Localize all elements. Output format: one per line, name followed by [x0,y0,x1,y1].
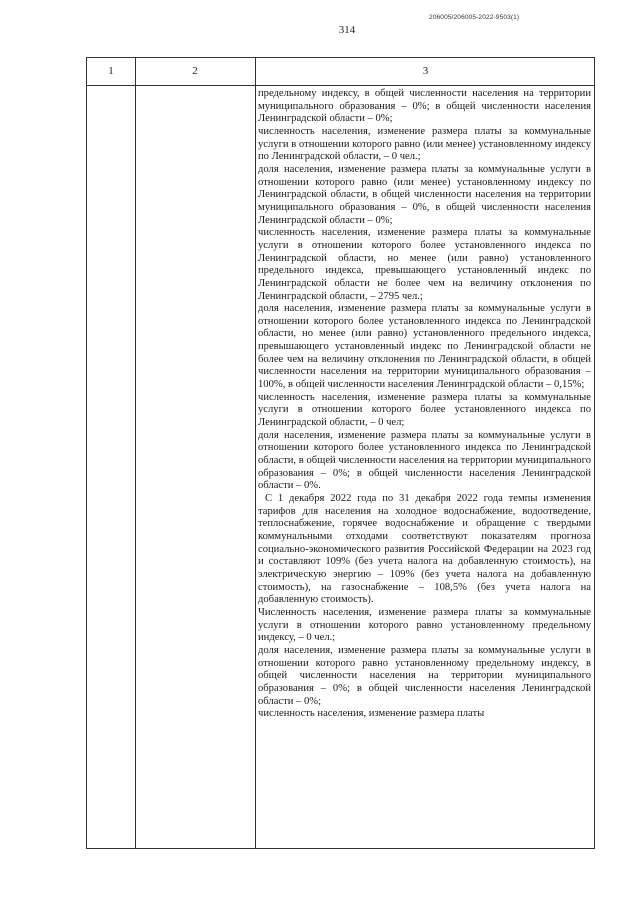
paragraph: предельному индексу, в общей численности населения на территории муниципального образования – 0%; в общей численности населения Ленинградской области – 0%; [258,88,591,125]
column-3-text [258,88,591,848]
column-divider-2 [255,58,256,848]
paragraph: численность населения, изменение размера платы за коммунальные услуги в отношении которого более установленного индекса по Ленинградской области, – 0 чел; [258,391,591,429]
document-id: 206005/206005-2022-9503(1) [429,14,520,21]
column-header-1: 1 [108,65,114,77]
column-header-3: 3 [422,65,429,77]
paragraph: численность населения, изменение размера платы за коммунальные услуги в отношении которого более установленного индекса по Ленинградской области, но менее (или равно) установленного предельного индекса, превышающего установленный индекс по Ленинградской области не более чем на величину отклонения по Ленинградской области, – 2795 чел.; [258,227,591,302]
paragraph: С 1 декабря 2022 года по 31 декабря 2022 года темпы изменения тарифов для населения на холодное водоснабжение, водоотведение, теплоснабжение, горячее водоснабжение и обращение с твердыми коммунальными отходами соответствуют показателям прогноза социально-экономического развития Российской Федерации на 2023 год и составляют 109% (без учета налога на добавленную стоимость), на электрическую энергию – 109% (без учета налога на добавленную стоимость), на газоснабжение – 108,5% (без учета налога на добавленную стоимость). [258,493,591,606]
paragraph: доля населения, изменение размера платы за коммунальные услуги в отношении которого более установленного индекса по Ленинградской области, но менее (или равно) установленного предельного индекса, превышающего установленный индекс по Ленинградской области не более чем на величину отклонения по Ленинградской области, в общей численности населения на территории муниципального образования – 100%, в общей численности населения Ленинградской области – 0,15%; [258,303,591,391]
paragraph: доля населения, изменение размера платы за коммунальные услуги в отношении которого равно установленному предельному индексу, в общей численности населения на территории муниципального образования – 0%; в общей численности населения Ленинградской области – 0%; [258,644,591,707]
paragraph: численность населения, изменение размера платы за коммунальные услуги в отношении которого равно (или менее) установленному индексу по Ленинградской области, – 0 чел.; [258,125,591,163]
paragraph: Численность населения, изменение размера платы за коммунальные услуги в отношении которого равно установленному предельному индексу, – 0 чел.; [258,606,591,644]
paragraph: численность населения, изменение размера платы [258,708,485,720]
page-number: 314 [338,24,356,36]
column-divider-1 [135,58,136,848]
paragraph: доля населения, изменение размера платы за коммунальные услуги в отношении которого равно (или менее) установленному индексу по Ленинградской области, в общей численности населения на территории муниципального образования – 0%, в общей численности населения Ленинградской области – 0%; [258,163,591,226]
header-row-divider [87,85,594,86]
paragraph: доля населения, изменение размера платы за коммунальные услуги в отношении которого более установленного индекса по Ленинградской области, в общей численности населения на территории муниципального образования – 0%; в общей численности населения Ленинградской области – 0%. [258,429,591,492]
content-table [86,57,595,849]
column-header-2: 2 [192,65,198,77]
